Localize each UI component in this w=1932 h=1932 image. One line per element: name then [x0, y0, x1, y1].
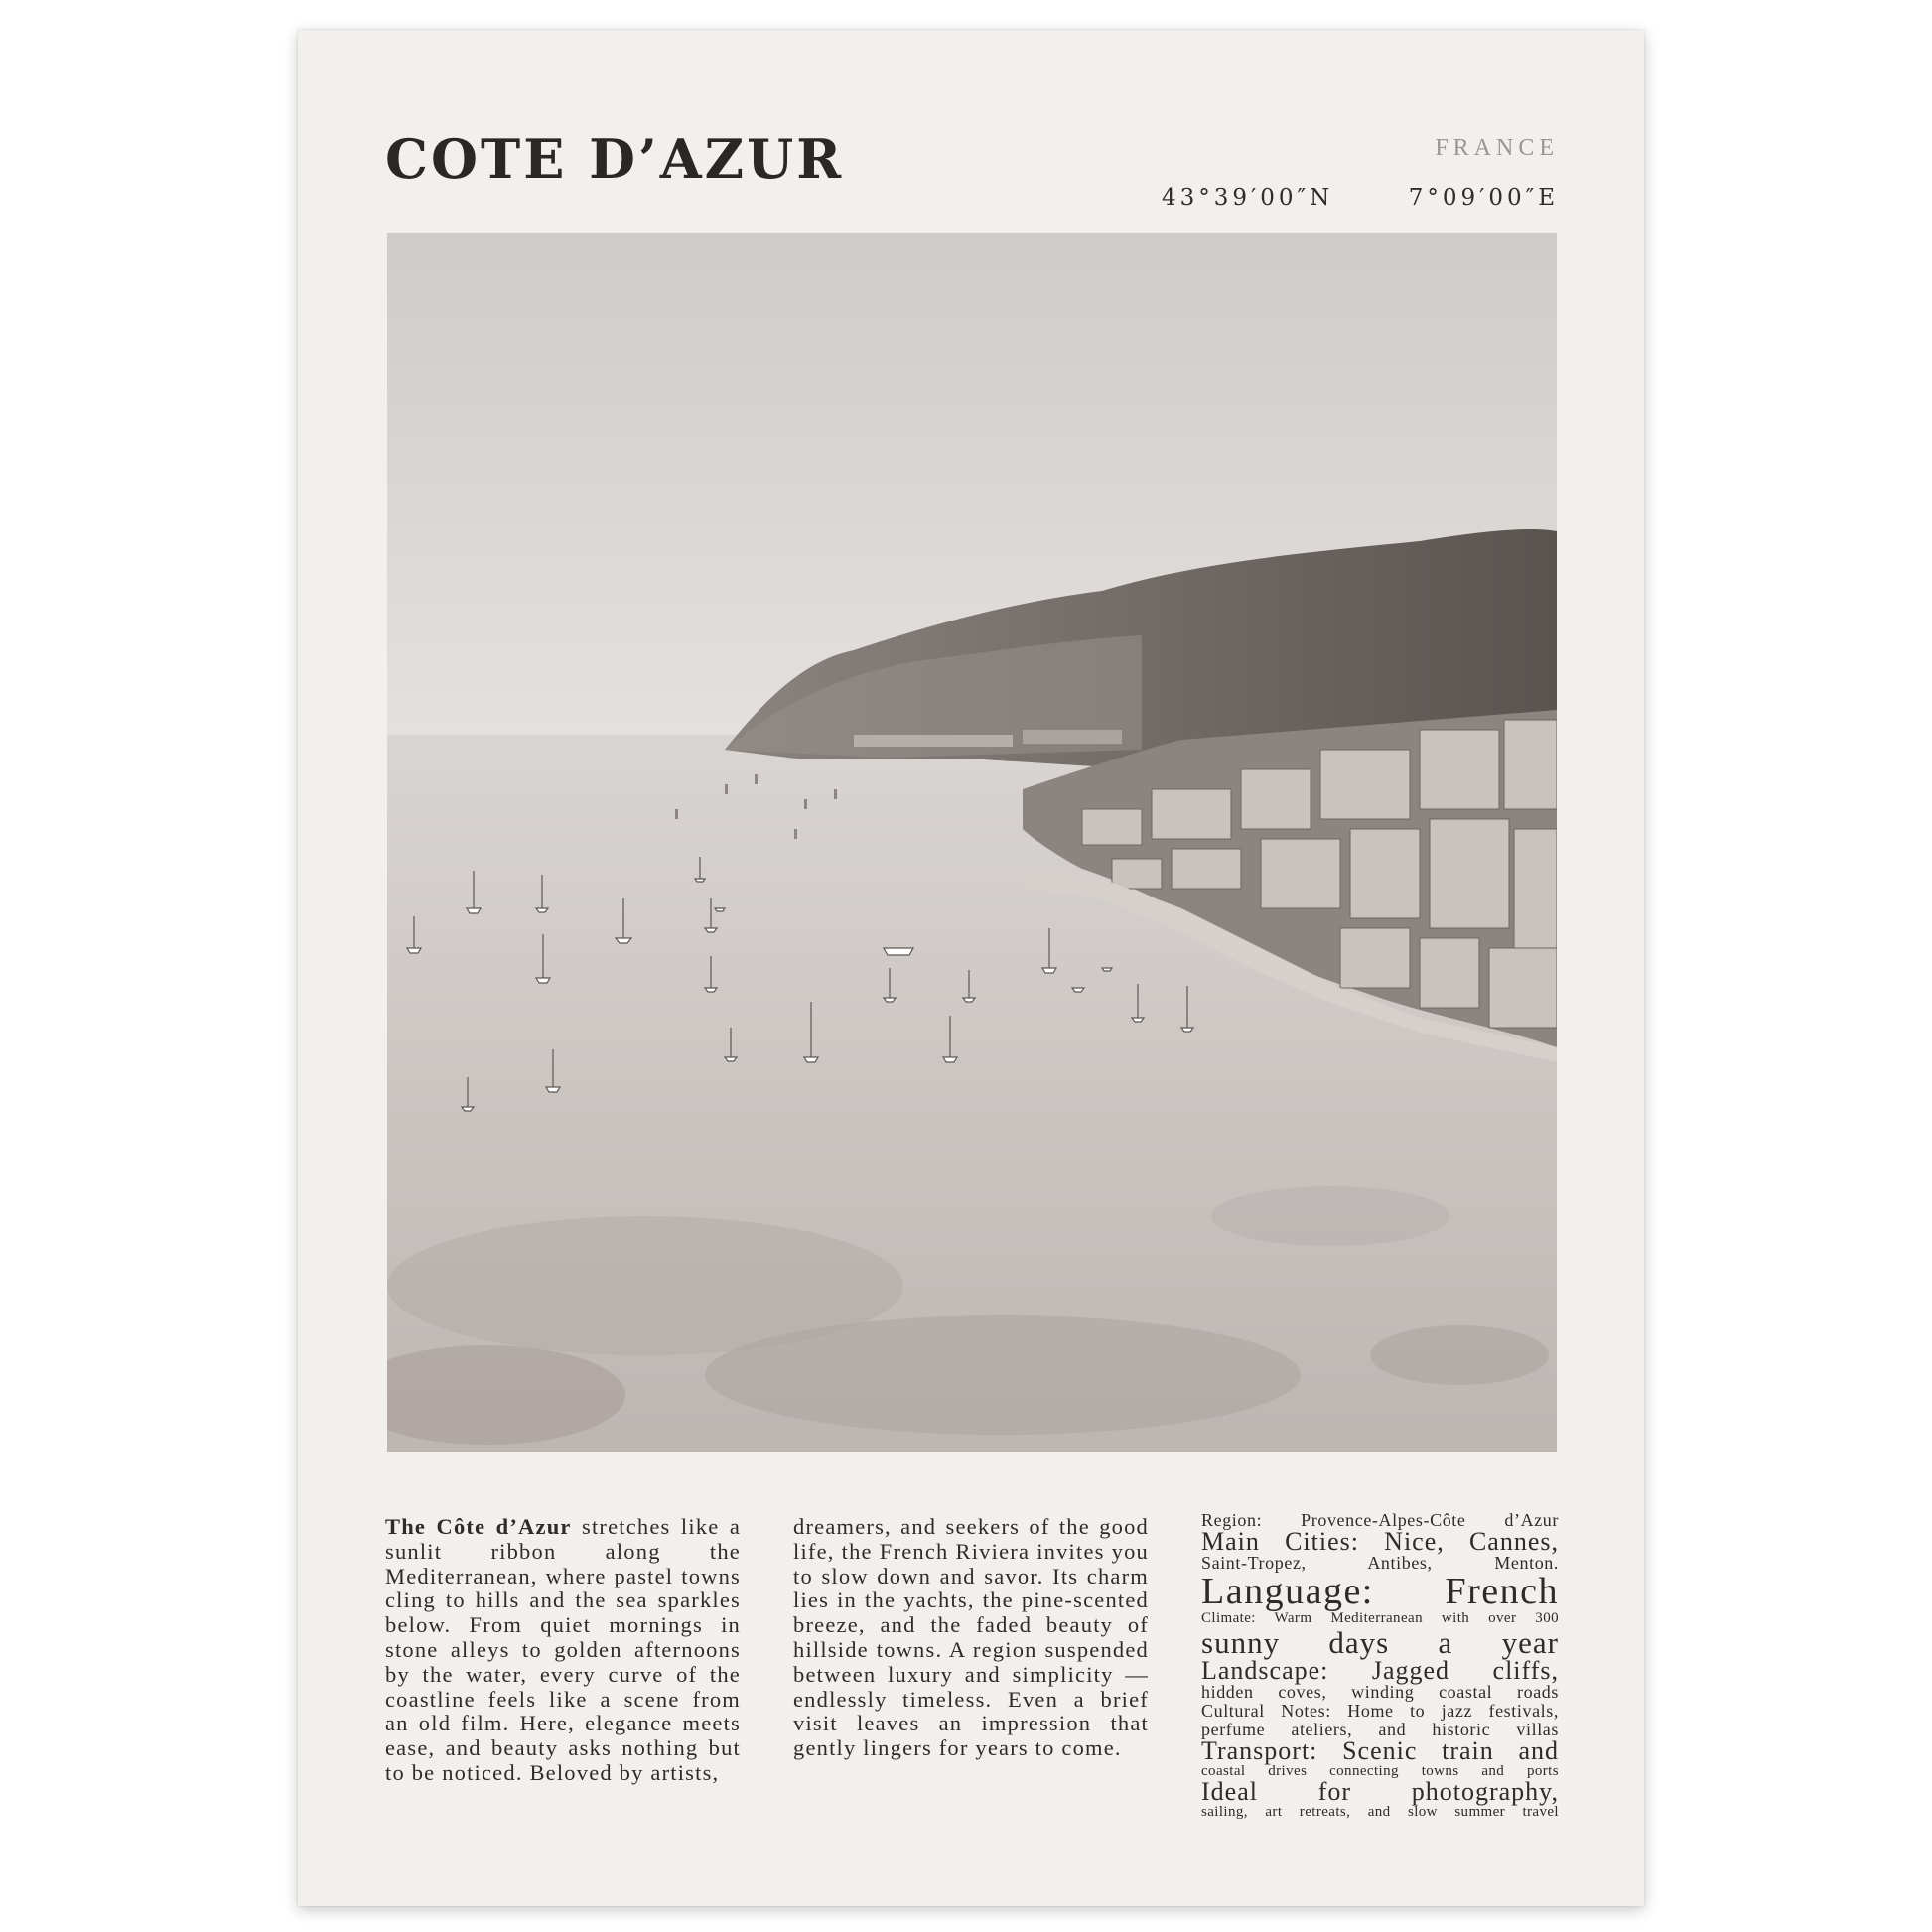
fact-main-cities-cont: Saint-Tropez, Antibes, Menton.: [1201, 1553, 1559, 1573]
facts-column: [1201, 1511, 1559, 1821]
poster: [298, 30, 1644, 1906]
description-column-2: dreamers, and seekers of the good life, the French Riviera invites you to slow down and savor. Its charm lies in the yachts, the pine-scented breeze, and the faded beauty of hillside towns. A region suspended between luxury and simplicity — endlessly timeless. Even a brief visit leaves an impression that gently lingers for years to come.: [793, 1514, 1149, 1761]
fact-ideal-for-cont: sailing, art retreats, and slow summer travel: [1201, 1804, 1559, 1820]
description-lead: The Côte d’Azur: [385, 1514, 572, 1539]
fact-ideal-for: Ideal for photography,: [1201, 1777, 1559, 1806]
fact-cultural-notes: Cultural Notes: Home to jazz festivals,: [1201, 1701, 1559, 1721]
fact-climate: Climate: Warm Mediterranean with over 300: [1201, 1610, 1559, 1626]
country-label: FRANCE: [1435, 135, 1559, 161]
poster-title: COTE D’AZUR: [385, 127, 845, 191]
longitude: 7°09′00″E: [1408, 185, 1559, 210]
fact-landscape-cont: hidden coves, winding coastal roads: [1201, 1682, 1559, 1702]
fact-landscape: Landscape: Jagged cliffs,: [1201, 1656, 1559, 1685]
fact-transport: Transport: Scenic train and: [1201, 1736, 1559, 1765]
fact-main-cities: Main Cities: Nice, Cannes,: [1201, 1527, 1559, 1556]
fact-cultural-notes-cont: perfume ateliers, and historic villas: [1201, 1720, 1559, 1739]
description-column-1: [385, 1515, 741, 1786]
coastline-photo: [387, 233, 1557, 1452]
fact-transport-cont: coastal drives connecting towns and ports: [1201, 1763, 1559, 1779]
description-text-1: stretches like a sunlit ribbon along the Mediterranean, where pastel towns cling to hills and the sea sparkles below. From quiet mornings in stone alleys to golden afternoons by the water, every curve of the coastline feels like a scene from an old film. Here, elegance meets ease, and beauty asks nothing but to be noticed. Beloved by artists,: [385, 1514, 742, 1785]
latitude: 43°39′00″N: [1162, 185, 1334, 210]
coastline-illustration: [387, 233, 1557, 1452]
fact-language: Language: French: [1201, 1571, 1559, 1612]
fact-climate-cont: sunny days a year: [1201, 1625, 1559, 1660]
fact-region: Region: Provence-Alpes-Côte d’Azur: [1201, 1510, 1559, 1530]
